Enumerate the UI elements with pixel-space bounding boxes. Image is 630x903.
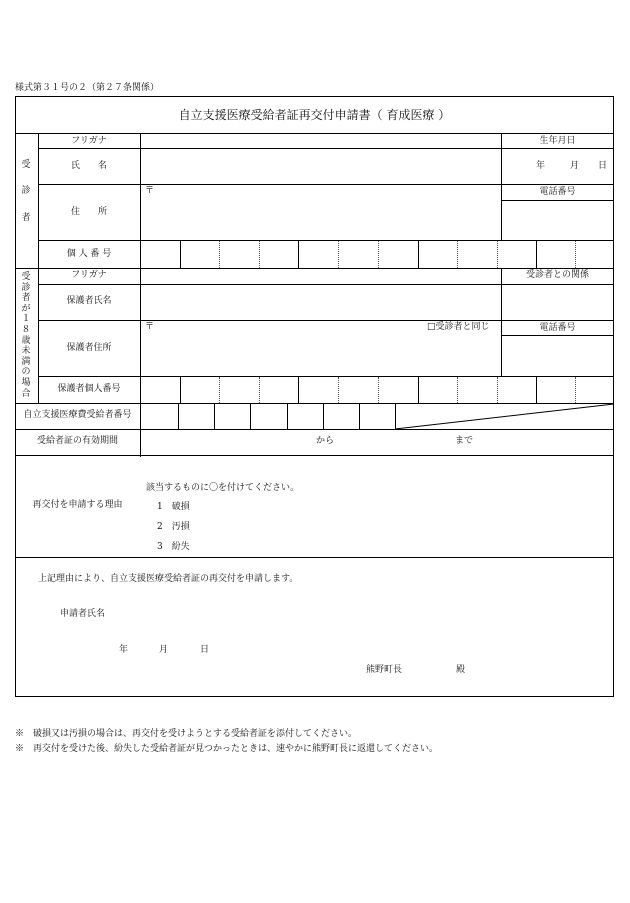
guardian-id-number-field[interactable] [141, 377, 614, 403]
note-1: ※ 破損又は汚損の場合は、再交付を受けようとする受給者証を添付してください。 [15, 729, 358, 739]
row-divider [15, 557, 614, 558]
guardian-name-field[interactable] [141, 285, 500, 320]
guardian-furigana-field[interactable] [141, 269, 500, 284]
patient-name-field[interactable] [141, 149, 500, 184]
note-2: ※ 再交付を受けた後、紛失した受給者証が見つかったときは、速やかに熊野町長に返還してください。 [15, 744, 439, 754]
patient-phone-label: 電話番号 [539, 187, 576, 197]
guardian-id-number-label: 保護者個人番号 [57, 384, 121, 394]
same-as-patient-checkbox[interactable]: □受診者と同じ [427, 322, 490, 332]
birthdate-year: 年 [536, 161, 546, 171]
patient-id-number-field[interactable] [141, 241, 614, 268]
birthdate-field[interactable] [502, 149, 614, 184]
date-day: 日 [200, 645, 210, 655]
section-column-divider [38, 133, 39, 403]
date-year: 年 [119, 645, 129, 655]
date-month: 月 [159, 645, 169, 655]
honorific: 殿 [456, 665, 466, 675]
reason-instruction: 該当するものに〇を付けてください。 [146, 483, 300, 493]
reason-option-soiled[interactable]: 2 汚損 [157, 522, 190, 532]
row-divider [15, 455, 614, 456]
validity-period-field[interactable] [141, 430, 614, 455]
validity-from: から [316, 436, 335, 446]
reason-option-damage[interactable]: 1 破損 [157, 502, 190, 512]
certificate-number-label: 自立支援医療費受給者番号 [23, 410, 132, 420]
validity-to: まで [455, 436, 474, 446]
relation-field[interactable] [502, 285, 614, 320]
reason-label: 再交付を申請する理由 [32, 500, 123, 510]
guardian-phone-field[interactable] [502, 336, 614, 376]
guardian-name-label: 保護者氏名 [66, 296, 112, 306]
reason-option-lost[interactable]: 3 紛失 [157, 542, 190, 552]
guardian-postal-mark: 〒 [145, 322, 155, 332]
patient-address-label: 住 所 [70, 207, 107, 217]
form-reference: 様式第３１号の２（第２７条関係） [15, 83, 160, 93]
addressee: 熊野町長 [366, 665, 403, 675]
form-title: 自立支援医療受給者証再交付申請書（ 育成医療 ） [178, 108, 451, 122]
patient-furigana-label: フリガナ [71, 136, 107, 146]
guardian-address-label: 保護者住所 [66, 343, 112, 353]
patient-id-number-label: 個 人 番 号 [66, 249, 112, 259]
patient-address-field[interactable] [141, 185, 500, 240]
birthdate-label: 生年月日 [539, 136, 576, 146]
birthdate-day: 日 [598, 161, 608, 171]
guardian-phone-label: 電話番号 [539, 323, 576, 333]
patient-postal-mark: 〒 [145, 186, 155, 196]
diagonal-strike [395, 403, 614, 430]
relation-label: 受診者との関係 [525, 270, 589, 280]
patient-furigana-field[interactable] [141, 134, 500, 148]
birthdate-month: 月 [570, 161, 580, 171]
patient-name-label: 氏 名 [70, 161, 107, 171]
guardian-section-label: 受 診 者 が １ ８ 歳 未 満 の 場 合 [21, 272, 31, 399]
certificate-number-field[interactable] [141, 404, 395, 429]
patient-phone-field[interactable] [502, 201, 614, 240]
applicant-name-label: 申請者氏名 [60, 609, 106, 619]
declaration-text: 上記理由により、自立支援医療受給者証の再交付を申請します。 [38, 574, 299, 584]
validity-period-label: 受給者証の有効期間 [36, 436, 118, 446]
patient-section-label: 受 診 者 [21, 160, 31, 223]
applicant-name-field[interactable] [120, 604, 370, 622]
guardian-furigana-label: フリガナ [71, 270, 107, 280]
